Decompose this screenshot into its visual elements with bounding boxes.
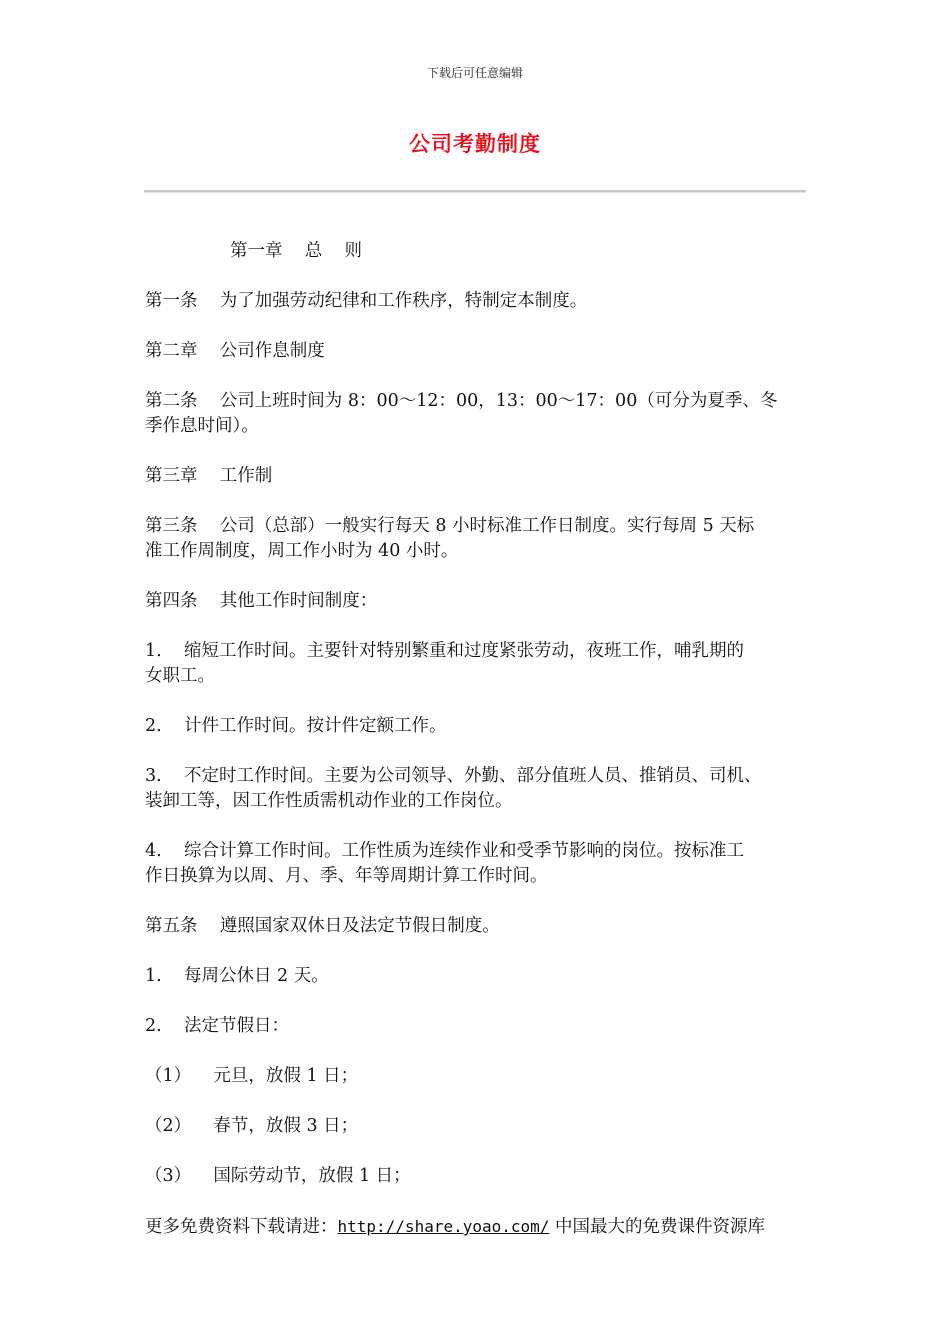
- document-title: 公司考勤制度: [409, 132, 541, 156]
- footer-suffix: 中国最大的免费课件资源库: [549, 1217, 765, 1237]
- footer-line: [145, 1214, 807, 1240]
- article-3-line-2: 准工作周制度，周工作小时为 40 小时。: [145, 541, 459, 561]
- list-item-4-4-line-1: 4. 综合计算工作时间。工作性质为连续作业和受季节影响的岗位。按标准工: [145, 841, 744, 861]
- list-item-4-1-line-1: 1. 缩短工作时间。主要针对特别繁重和过度紧张劳动，夜班工作，哺乳期的: [145, 641, 744, 661]
- chapter-heading-2: 第二章 公司作息制度: [145, 341, 325, 361]
- list-item-4-3-line-2: 装卸工等，因工作性质需机动作业的工作岗位。: [145, 791, 513, 811]
- list-item-4-1-line-2: 女职工。: [145, 666, 215, 686]
- holiday-item-2: （2） 春节，放假 3 日；: [145, 1116, 359, 1136]
- footer-prefix: 更多免费资料下载请进：: [145, 1217, 338, 1237]
- holiday-item-3: （3） 国际劳动节，放假 1 日；: [145, 1166, 411, 1186]
- header-note: 下载后可任意编辑: [426, 66, 523, 80]
- chapter-heading-1: 第一章 总 则: [230, 241, 363, 261]
- holiday-item-1: （1） 元旦，放假 1 日；: [145, 1066, 359, 1086]
- list-item-5-1: 1. 每周公休日 2 天。: [145, 966, 329, 986]
- article-1: 第一条 为了加强劳动纪律和工作秩序，特制定本制度。: [145, 291, 588, 311]
- list-item-4-3-line-1: 3. 不定时工作时间。主要为公司领导、外勤、部分值班人员、推销员、司机、: [145, 766, 762, 786]
- article-3-line-1: 第三条 公司（总部）一般实行每天 8 小时标准工作日制度。实行每周 5 天标: [145, 516, 755, 536]
- footer-link[interactable]: http://share.yoao.com/: [337, 1217, 550, 1236]
- list-item-4-4-line-2: 作日换算为以周、月、季、年等周期计算工作时间。: [145, 866, 548, 886]
- title-divider: [144, 190, 806, 193]
- list-item-4-2: 2. 计件工作时间。按计件定额工作。: [145, 716, 447, 736]
- list-item-5-2: 2. 法定节假日：: [145, 1016, 289, 1036]
- article-2-line-1: 第二条 公司上班时间为 8：00～12：00，13：00～17：00（可分为夏季、冬: [145, 391, 778, 411]
- article-5: 第五条 遵照国家双休日及法定节假日制度。: [145, 916, 500, 936]
- chapter-heading-3: 第三章 工作制: [145, 466, 273, 486]
- article-4: 第四条 其他工作时间制度：: [145, 591, 378, 611]
- article-2-line-2: 季作息时间）。: [145, 416, 259, 436]
